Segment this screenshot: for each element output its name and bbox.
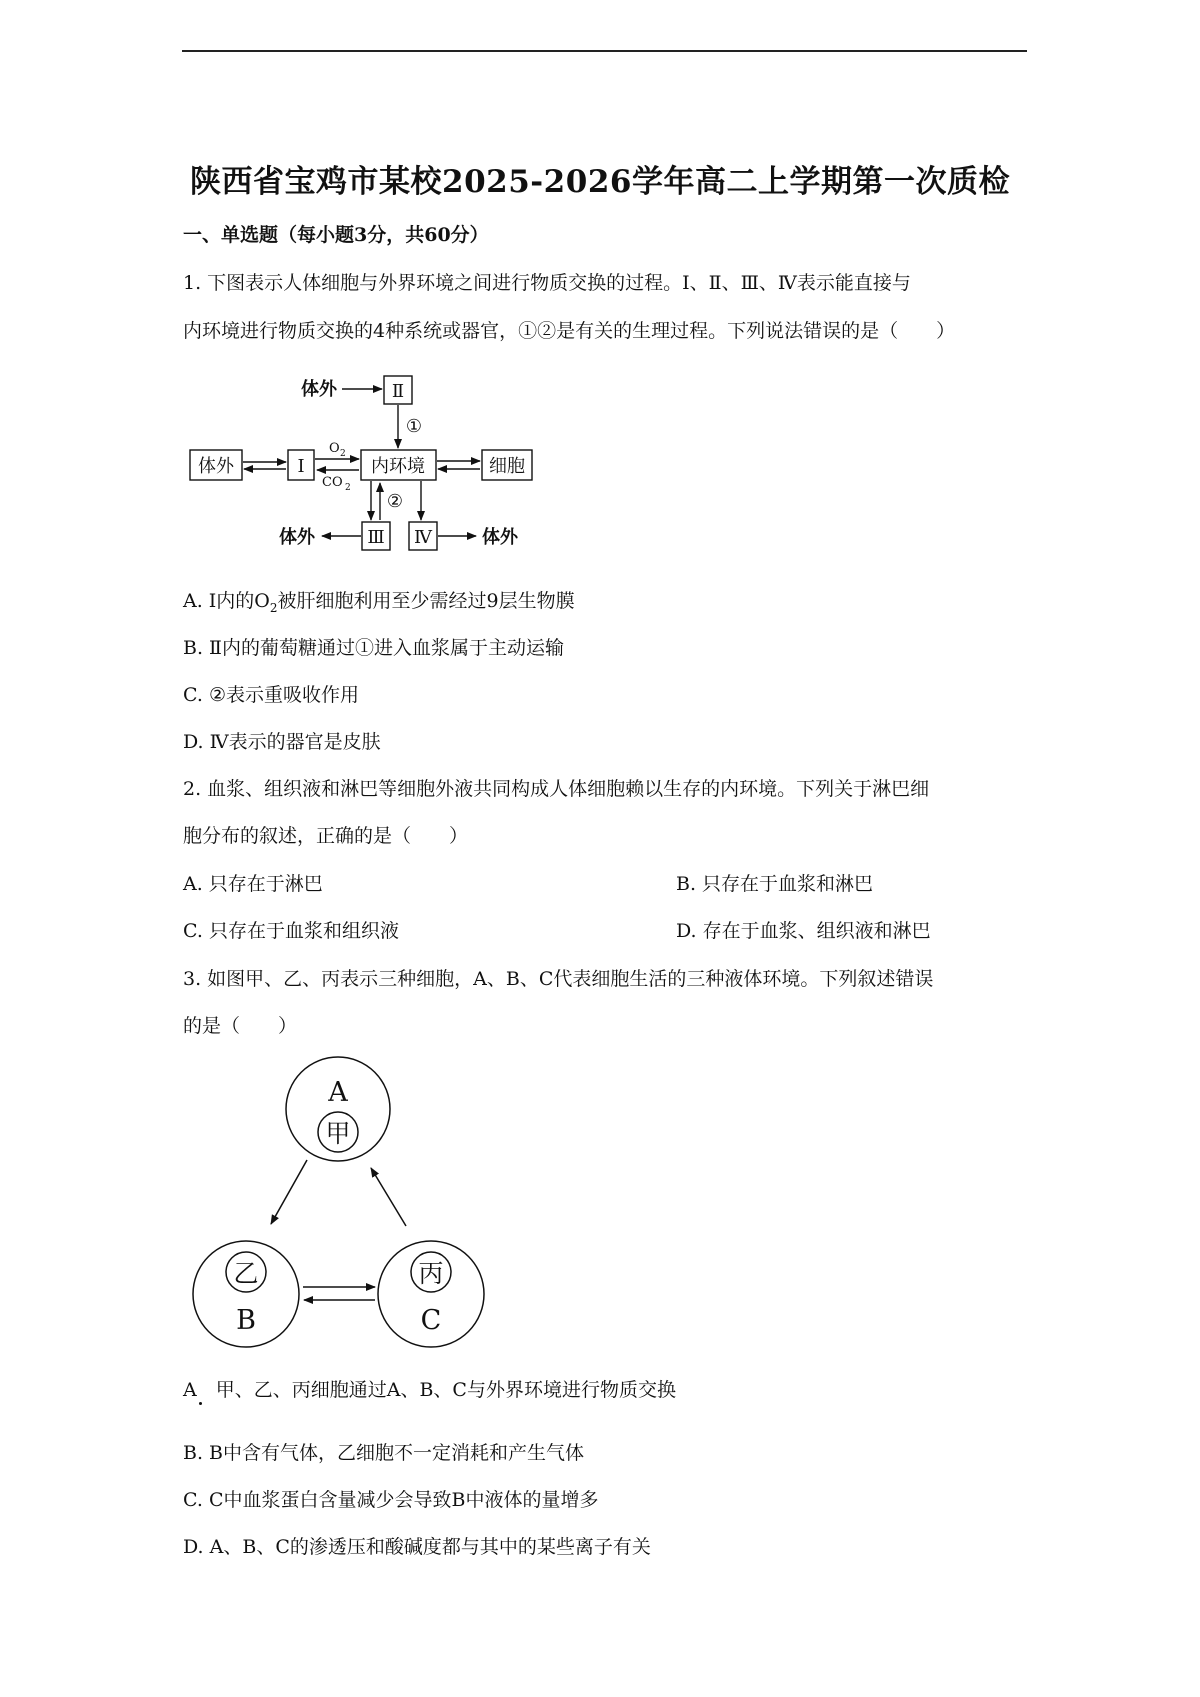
arrow-A-to-B: [271, 1160, 307, 1224]
q2-option-d: D. 存在于血浆、组织液和淋巴: [676, 920, 931, 942]
label-co2-sub: 2: [345, 483, 351, 493]
label-C: C: [420, 1305, 442, 1336]
label-outside-bottom-right: 体外: [482, 527, 518, 548]
label-IV: Ⅳ: [414, 527, 432, 548]
label-outside-bottom-left: 体外: [279, 527, 315, 548]
arrow-C-to-A: [371, 1168, 406, 1226]
label-yi: 乙: [233, 1259, 259, 1288]
q1-option-c: C. ②表示重吸收作用: [183, 684, 359, 706]
label-co2: CO: [322, 475, 343, 490]
label-B: B: [236, 1305, 256, 1336]
q3-stem-line2: 的是（ ）: [183, 1015, 298, 1037]
page-title: 陕西省宝鸡市某校2025-2026学年高二上学期第一次质检: [190, 164, 1010, 200]
q3-stem-line1: 3. 如图甲、乙、丙表示三种细胞，A、B、C代表细胞生活的三种液体环境。下列叙述错误: [183, 968, 934, 990]
label-I: Ⅰ: [297, 456, 305, 477]
q1-stem-line1: 1. 下图表示人体细胞与外界环境之间进行物质交换的过程。Ⅰ、Ⅱ、Ⅲ、Ⅳ表示能直接与: [183, 272, 911, 294]
q1-stem-line2: 内环境进行物质交换的4种系统或器官，①②是有关的生理过程。下列说法错误的是（ ）: [183, 320, 956, 342]
label-outside-top: 体外: [301, 379, 337, 400]
emphasis-dot: [199, 1402, 202, 1405]
q2-option-b: B. 只存在于血浆和淋巴: [676, 873, 874, 895]
label-cell: 细胞: [489, 456, 525, 477]
q1-option-d: D. Ⅳ表示的器官是皮肤: [183, 731, 381, 753]
q1-option-b: B. Ⅱ内的葡萄糖通过①进入血浆属于主动运输: [183, 637, 564, 659]
q3-option-a: A 甲、乙、丙细胞通过A、B、C与外界环境进行物质交换: [183, 1379, 676, 1401]
q2-stem-line1: 2. 血浆、组织液和淋巴等细胞外液共同构成人体细胞赖以生存的内环境。下列关于淋巴细: [183, 778, 930, 800]
q3-option-d: D. A、B、C的渗透压和酸碱度都与其中的某些离子有关: [183, 1536, 651, 1558]
label-o2: O: [329, 441, 340, 456]
label-process-1: ①: [405, 416, 423, 437]
q2-stem-line2: 胞分布的叙述，正确的是（ ）: [183, 825, 469, 847]
label-o2-sub: 2: [340, 449, 346, 459]
q3-option-c: C. C中血浆蛋白含量减少会导致B中液体的量增多: [183, 1489, 599, 1511]
label-env: 内环境: [371, 456, 425, 477]
q1-option-a: A. Ⅰ内的$O_2$被肝细胞利用至少需经过9层生物膜: [183, 590, 575, 615]
label-outside-left: 体外: [198, 456, 234, 477]
label-bing: 丙: [418, 1259, 444, 1288]
label-A: A: [328, 1077, 348, 1108]
label-jia: 甲: [325, 1119, 351, 1148]
section-heading: 一、单选题（每小题3分，共60分）: [183, 224, 489, 246]
q2-option-a: A. 只存在于淋巴: [183, 873, 323, 895]
label-III: Ⅲ: [367, 527, 385, 548]
q2-option-c: C. 只存在于血浆和组织液: [183, 920, 399, 942]
q3-option-b: B. B中含有气体，乙细胞不一定消耗和产生气体: [183, 1442, 585, 1464]
label-process-2: ②: [386, 491, 404, 512]
label-II: Ⅱ: [391, 381, 405, 402]
